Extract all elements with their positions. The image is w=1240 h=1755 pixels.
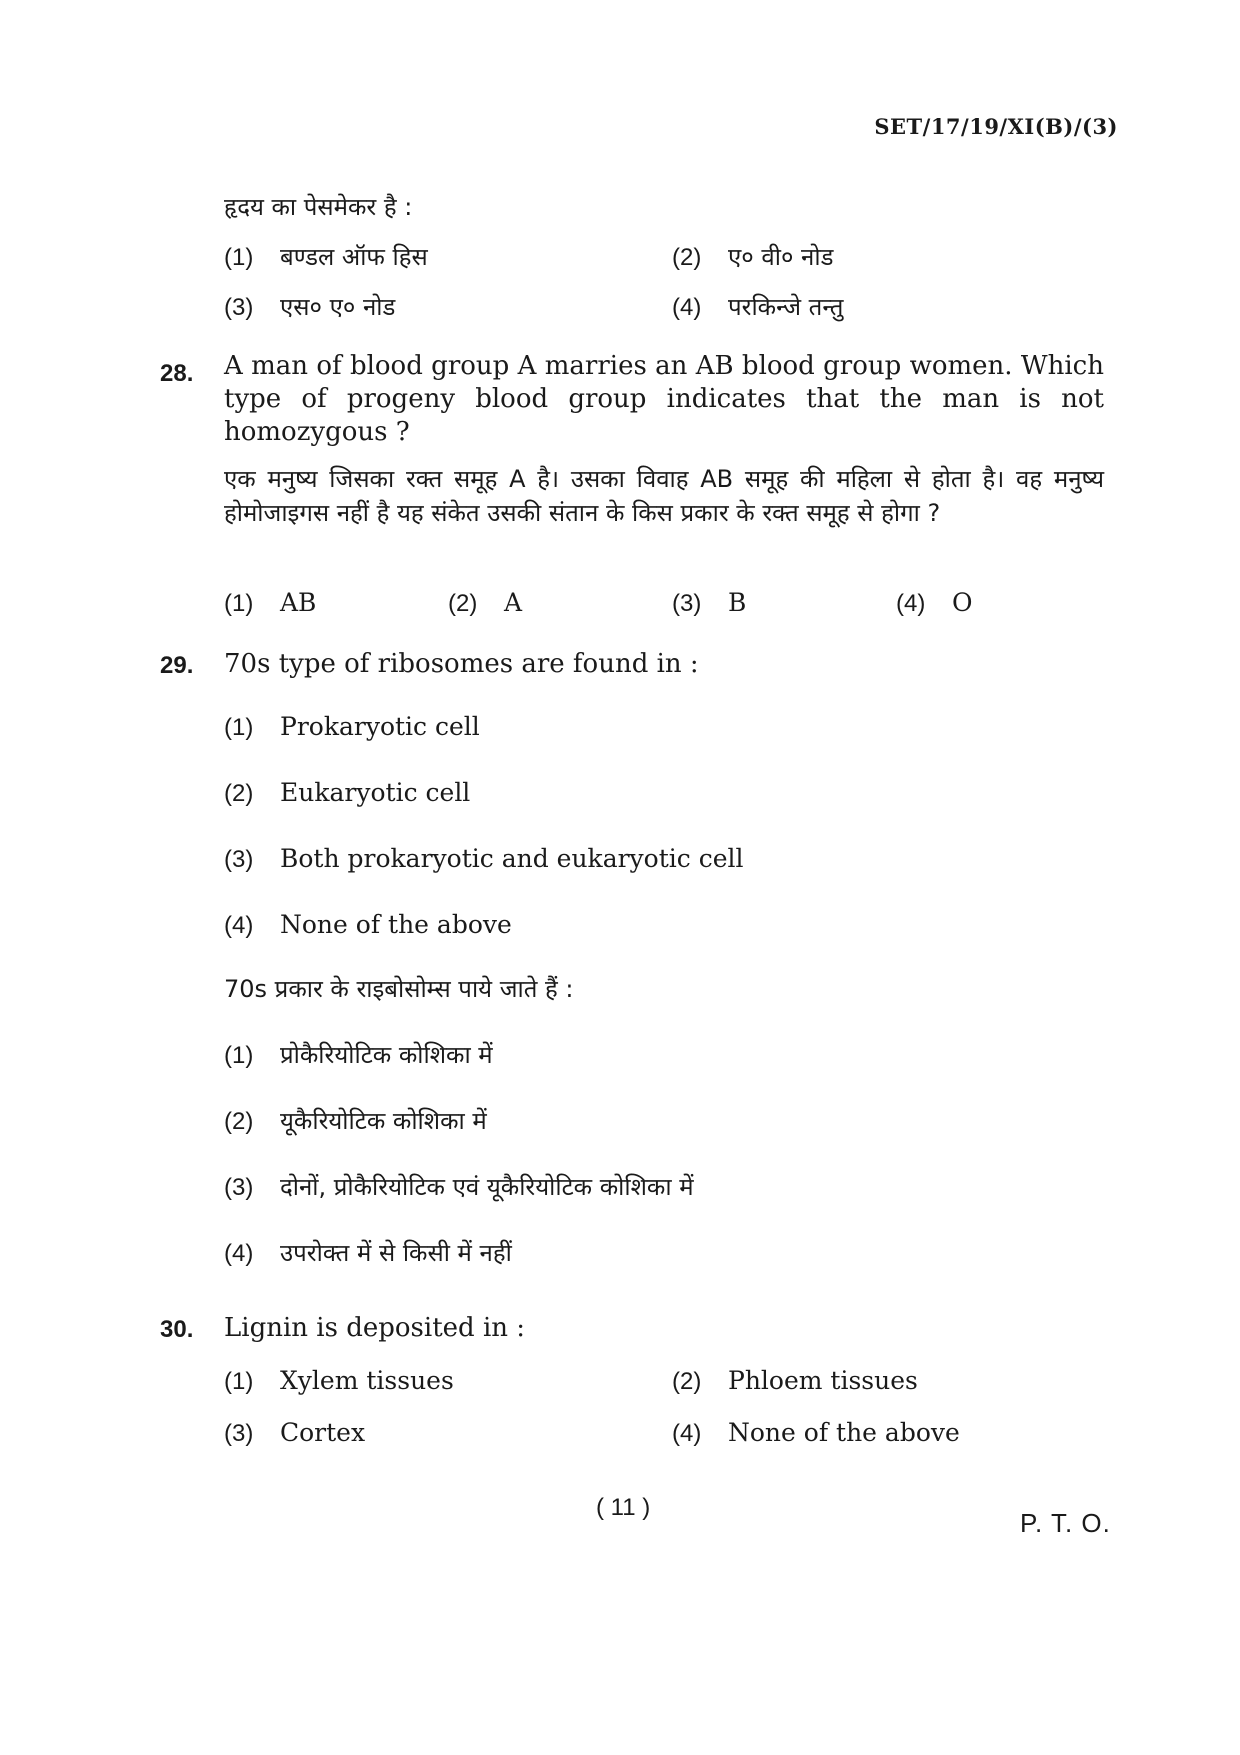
option-text: एस० ए० नोड (280, 293, 396, 321)
option-text: यूकैरियोटिक कोशिका में (280, 1107, 487, 1135)
option-number: (4) (224, 1240, 254, 1267)
q29-option-2-english[interactable] (224, 778, 470, 808)
q30-option-3[interactable] (224, 1418, 365, 1448)
option-number: (3) (224, 1420, 254, 1447)
option-number: (4) (672, 294, 702, 321)
q29-option-3-english[interactable] (224, 844, 744, 874)
option-text: परकिन्जे तन्तु (728, 293, 844, 321)
question-28-stem-english: A man of blood group A marries an AB blood group women. Which type of progeny blood group indicates that the man is not homozygous ? (224, 351, 1104, 447)
option-number: (4) (224, 912, 254, 939)
option-number: (3) (672, 590, 702, 617)
option-text: Cortex (280, 1418, 366, 1447)
option-text: Both prokaryotic and eukaryotic cell (280, 844, 744, 873)
option-number: (1) (224, 714, 254, 741)
q30-option-1[interactable] (224, 1366, 454, 1396)
q28-option-1[interactable] (224, 588, 316, 618)
option-number: (3) (224, 1174, 254, 1201)
option-number: (1) (224, 590, 254, 617)
option-number: (2) (672, 244, 702, 271)
q29-option-1-hindi[interactable] (224, 1038, 493, 1071)
option-text: ए० वी० नोड (728, 243, 834, 271)
page-number: ( 11 ) (596, 1494, 651, 1521)
q29-option-2-hindi[interactable] (224, 1104, 487, 1137)
option-text: B (728, 588, 747, 617)
q27-option-3[interactable] (224, 290, 395, 323)
option-number: (4) (896, 590, 926, 617)
option-number: (3) (224, 294, 254, 321)
q30-option-4[interactable] (672, 1418, 960, 1448)
option-text: None of the above (728, 1418, 960, 1447)
q28-option-3[interactable] (672, 588, 746, 618)
option-number: (1) (224, 1042, 254, 1069)
q30-option-2[interactable] (672, 1366, 918, 1396)
question-28-stem-hindi: एक मनुष्य जिसका रक्त समूह A है। उसका विवाह AB समूह की महिला से होता है। वह मनुष्य होमोजाइगस नहीं है यह संकेत उसकी संतान के किस प्रकार के रक्त समूह से होगा ? (224, 465, 1104, 527)
q28-option-4[interactable] (896, 588, 973, 618)
question-29-stem-hindi: 70s प्रकार के राइबोसोम्स पाये जाते हैं : (224, 975, 574, 1003)
q28-option-2[interactable] (448, 588, 522, 618)
option-text: AB (280, 588, 317, 617)
option-text: Prokaryotic cell (280, 712, 480, 741)
question-29-stem-english: 70s type of ribosomes are found in : (224, 649, 699, 679)
option-text: Phloem tissues (728, 1366, 918, 1395)
question-30-number: 30. (160, 1316, 194, 1343)
q27-option-2[interactable] (672, 240, 833, 273)
option-text: उपरोक्त में से किसी में नहीं (280, 1239, 512, 1267)
q29-option-4-english[interactable] (224, 910, 512, 940)
option-number: (3) (224, 846, 254, 873)
question-27-stem-hindi: हृदय का पेसमेकर है : (224, 193, 413, 221)
option-text: A (504, 588, 523, 617)
q29-option-4-hindi[interactable] (224, 1236, 512, 1269)
option-number: (2) (224, 1108, 254, 1135)
option-text: O (952, 588, 973, 617)
option-text: None of the above (280, 910, 512, 939)
q27-option-4[interactable] (672, 290, 843, 323)
option-number: (2) (224, 780, 254, 807)
q27-option-1[interactable] (224, 240, 428, 273)
option-number: (4) (672, 1420, 702, 1447)
option-text: बण्डल ऑफ हिस (280, 243, 428, 271)
option-number: (2) (448, 590, 478, 617)
paper-code: SET/17/19/XI(B)/(3) (874, 114, 1118, 139)
q29-option-3-hindi[interactable] (224, 1170, 694, 1203)
option-number: (1) (224, 244, 254, 271)
option-text: Eukaryotic cell (280, 778, 471, 807)
option-text: Xylem tissues (280, 1366, 454, 1395)
please-turn-over: P. T. O. (1020, 1508, 1111, 1538)
option-number: (1) (224, 1368, 254, 1395)
option-text: दोनों, प्रोकैरियोटिक एवं यूकैरियोटिक कोशिका में (280, 1173, 694, 1201)
q29-option-1-english[interactable] (224, 712, 480, 742)
question-28-number: 28. (160, 360, 194, 387)
option-text: प्रोकैरियोटिक कोशिका में (280, 1041, 493, 1069)
question-29-number: 29. (160, 652, 194, 679)
question-30-stem-english: Lignin is deposited in : (224, 1313, 526, 1343)
option-number: (2) (672, 1368, 702, 1395)
